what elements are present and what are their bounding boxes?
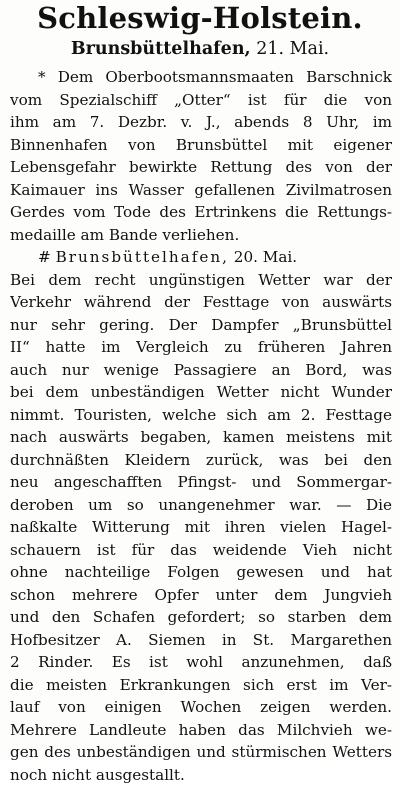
article-2-line: durchnäßten Kleidern zurück, was bei den	[10, 449, 392, 472]
article-2-line: naßkalte Witterung mit ihren vielen Hagel-	[10, 516, 392, 539]
article-2-line: nur sehr gering. Der Dampfer „Brunsbüttel	[10, 314, 392, 337]
article-1-line: Binnenhafen von Brunsbüttel mit eigener	[10, 134, 392, 157]
section-title: Schleswig-Holstein.	[0, 0, 400, 36]
article-2-date: 20. Mai.	[234, 248, 297, 266]
article-2-line: neu angeschafften Pfingst- und Sommergar-	[10, 471, 392, 494]
article-body	[10, 66, 392, 786]
dateline-place: Brunsbüttelhafen,	[71, 39, 251, 59]
article-2-line: Hofbesitzer A. Siemen in St. Margarethen	[10, 629, 392, 652]
hash-mark: #	[38, 248, 51, 266]
article-1-line: vom Spezialschiff „Otter“ ist für die von	[10, 89, 392, 112]
article-2-line: schon mehrere Opfer unter dem Jungvieh	[10, 584, 392, 607]
article-1-dateline	[0, 38, 400, 60]
article-2-line: Mehrere Landleute haben das Milchvieh we-	[10, 719, 392, 742]
article-2-line: deroben um so unangenehmer war. — Die	[10, 494, 392, 517]
article-1-line: * Dem Oberbootsmannsmaaten Barschnick	[10, 66, 392, 89]
article-2-place: Brunsbüttelhafen,	[56, 248, 229, 266]
dateline-date: 21. Mai.	[256, 39, 329, 59]
article-1-line: Gerdes vom Tode des Ertrinkens die Rettungs-	[10, 201, 392, 224]
article-2-line: nimmt. Touristen, welche sich am 2. Festtage	[10, 404, 392, 427]
article-1-line: Kaimauer ins Wasser gefallenen Zivilmatrosen	[10, 179, 392, 202]
article-2-dateline	[10, 246, 392, 269]
article-2-line: gen des unbeständigen und stürmischen Wetters	[10, 741, 392, 764]
article-2-line: auch nur wenige Passagiere an Bord, was	[10, 359, 392, 382]
article-2-line: ohne nachteilige Folgen gewesen und hat	[10, 561, 392, 584]
article-1-line: ihm am 7. Dezbr. v. J., abends 8 Uhr, im	[10, 111, 392, 134]
article-1-line: Lebensgefahr bewirkte Rettung des von der	[10, 156, 392, 179]
article-2-line: bei dem unbeständigen Wetter nicht Wunder	[10, 381, 392, 404]
article-2-line: nach auswärts begaben, kamen meistens mit	[10, 426, 392, 449]
article-2-line: Verkehr während der Festtage von auswärts	[10, 291, 392, 314]
article-2-line: und den Schafen gefordert; so starben dem	[10, 606, 392, 629]
article-2-line: noch nicht ausgestallt.	[10, 764, 392, 786]
article-2-line: II“ hatte im Vergleich zu früheren Jahren	[10, 336, 392, 359]
article-2-line: schauern ist für das weidende Vieh nicht	[10, 539, 392, 562]
article-2-line: lauf von einigen Wochen zeigen werden.	[10, 696, 392, 719]
article-2-line: 2 Rinder. Es ist wohl anzunehmen, daß	[10, 651, 392, 674]
article-1-line: medaille am Bande verliehen.	[10, 224, 392, 247]
article-2-line: Bei dem recht ungünstigen Wetter war der	[10, 269, 392, 292]
article-2-line: die meisten Erkrankungen sich erst im Ver-	[10, 674, 392, 697]
